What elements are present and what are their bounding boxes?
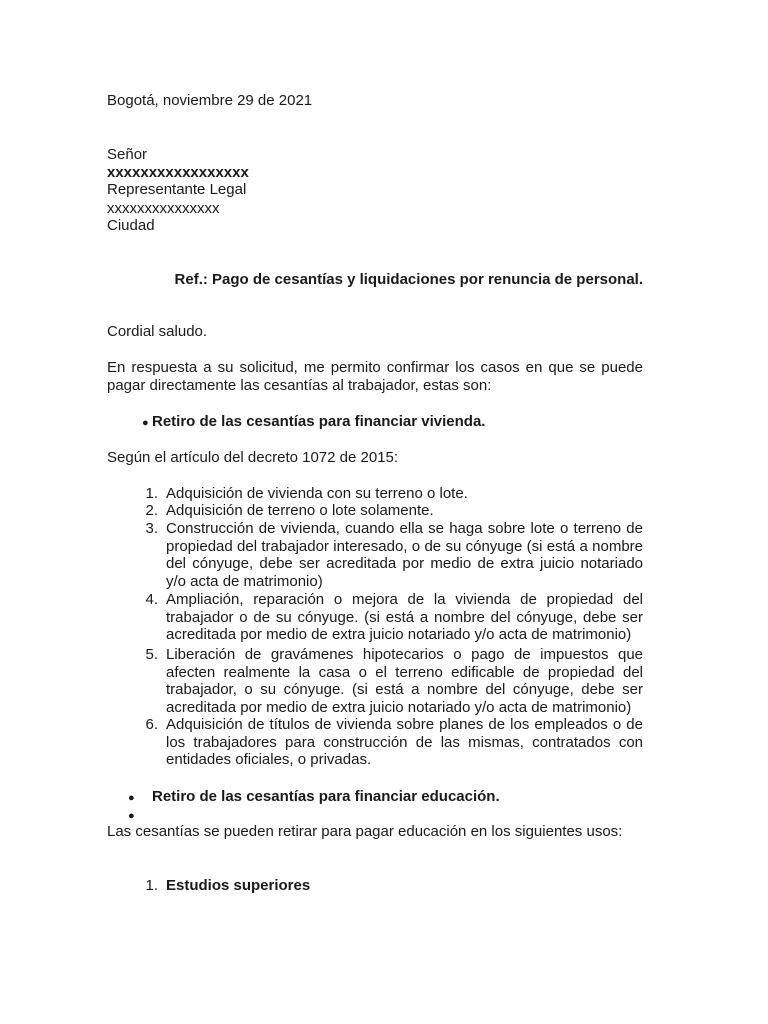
list-item-number: 4. <box>145 591 158 608</box>
recipient-role: Representante Legal <box>107 181 247 198</box>
intro-paragraph: En respuesta a su solicitud, me permito confirmar los casos en que se puede pagar directamente las cesantías al trabajador, estas son: <box>107 359 643 394</box>
recipient-name: xxxxxxxxxxxxxxxxx <box>107 164 249 181</box>
list-item: Ampliación, reparación o mejora de la vivienda de propiedad del trabajador o de su cónyuge. (si está a nombre del cónyuge, debe ser acreditada por medio de extra juicio notariado y/o acta de matrimonio) <box>166 591 643 643</box>
greeting: Cordial saludo. <box>107 323 208 340</box>
list-item-number: 6. <box>145 716 158 733</box>
recipient-company: xxxxxxxxxxxxxxx <box>107 200 220 217</box>
bullet-icon: ● <box>128 792 135 804</box>
list-item-number: 5. <box>145 646 158 663</box>
list-item-number: 1. <box>145 877 158 894</box>
list-item: Estudios superiores <box>166 877 311 894</box>
letter-date: Bogotá, noviembre 29 de 2021 <box>107 92 313 109</box>
list-item: Adquisición de vivienda con su terreno o lote. <box>166 485 468 502</box>
recipient-city: Ciudad <box>107 217 155 234</box>
list-item: Construcción de vivienda, cuando ella se haga sobre lote o terreno de propiedad del trabajador interesado, o de su cónyuge (si está a nombre del cónyuge, debe ser acreditada por medio de extra juicio notariado y/o acta de matrimonio) <box>166 520 643 590</box>
list-item-number: 1. <box>145 485 158 502</box>
salutation-title: Señor <box>107 146 148 163</box>
list-item-number: 3. <box>145 520 158 537</box>
list-item-number: 2. <box>145 502 158 519</box>
bullet-icon: ● <box>128 810 135 822</box>
list-item: Adquisición de títulos de vivienda sobre planes de los empleados o de los trabajadores para construcción de las mismas, contratados con entidades oficiales, o privadas. <box>166 716 643 768</box>
section-housing-heading: Retiro de las cesantías para financiar vivienda. <box>152 413 486 430</box>
decree-text: Según el artículo del decreto 1072 de 2015: <box>107 449 399 466</box>
education-intro: Las cesantías se pueden retirar para pagar educación en los siguientes usos: <box>107 823 623 840</box>
list-item: Liberación de gravámenes hipotecarios o pago de impuestos que afecten realmente la casa o el terreno edificable de propiedad del trabajador, o su cónyuge. (si está a nombre del cónyuge, debe ser acreditada por medio de extra juicio notariado y/o acta de matrimonio) <box>166 646 643 716</box>
section-education-heading: Retiro de las cesantías para financiar educación. <box>152 788 500 805</box>
list-item: Adquisición de terreno o lote solamente. <box>166 502 434 519</box>
bullet-icon: ● <box>142 417 149 429</box>
reference-line: Ref.: Pago de cesantías y liquidaciones por renuncia de personal. <box>174 271 643 288</box>
